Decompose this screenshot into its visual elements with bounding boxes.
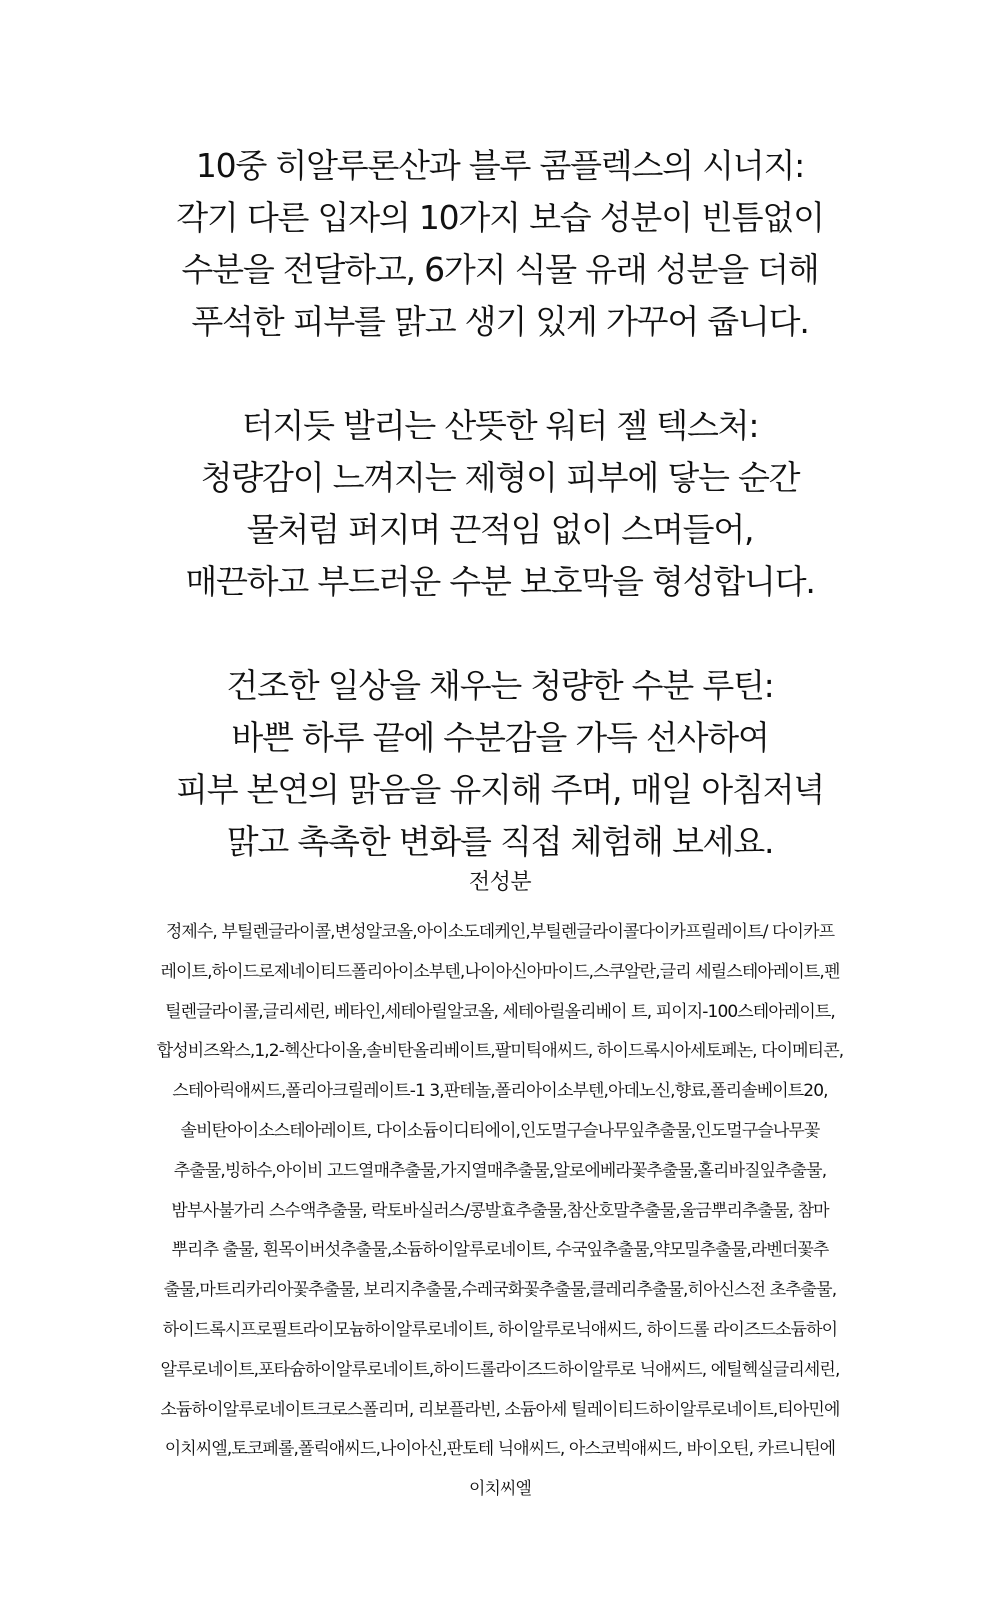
ingredients-line: 스테아릭애씨드,폴리아크릴레이트-1 3,판테놀,폴리아이소부텐,아데노신,향료,폴리솔베이트20,: [172, 1081, 828, 1102]
ingredients-line: 하이드록시프로필트라이모늄하이알루로네이트, 하이알루로닉애씨드, 하이드롤 라이즈드소듐하이: [162, 1319, 838, 1340]
ingredients-title: 전성분: [468, 870, 532, 895]
ingredients-line: 밤부사불가리 스수액추출물, 락토바실러스/콩발효추출물,참산호말추출물,울금뿌리추출물, 참마: [171, 1200, 829, 1221]
ingredients-line: 출물,마트리카리아꽃추출물, 보리지추출물,수레국화꽃추출물,클레리추출물,히아신스전 초추출물,: [163, 1280, 837, 1301]
ingredients-line: 정제수, 부틸렌글라이콜,변성알코올,아이소도데케인,부틸렌글라이콜다이카프릴레이트/ 다이카프: [165, 922, 835, 942]
description-paragraph-routine: [0, 660, 1000, 868]
ingredients-section: [0, 868, 1000, 1510]
product-description: [0, 140, 1000, 868]
ingredients-line: 솔비탄아이소스테아레이트, 다이소듐이디티에이,인도멀구슬나무잎추출물,인도멀구슬나무꽃: [180, 1120, 820, 1141]
ingredients-line: 소듐하이알루로네이트크로스폴리머, 리보플라빈, 소듐아세 틸레이티드하이알루로네이트,티아민에: [160, 1399, 840, 1420]
description-line: 피부 본연의 맑음을 유지해 주며, 매일 아침저녁: [176, 770, 824, 809]
description-line: 10중 히알루론산과 블루 콤플렉스의 시너지:: [195, 146, 805, 185]
ingredients-line: 레이트,하이드로제네이티드폴리아이소부텐,나이아신아마이드,스쿠알란,글리 세릴스테아레이트,펜: [160, 961, 840, 982]
ingredients-line: 추출물,빙하수,아이비 고드열매추출물,가지열매추출물,알로에베라꽃추출물,홀리바질잎추출물,: [173, 1160, 827, 1181]
description-paragraph-texture: [0, 400, 1000, 608]
description-line: 각기 다른 입자의 10가지 보습 성분이 빈틈없이: [176, 198, 824, 237]
description-line: 푸석한 피부를 맑고 생기 있게 가꾸어 줍니다.: [191, 302, 809, 341]
ingredients-line: 틸렌글라이콜,글리세린, 베타인,세테아릴알코올, 세테아릴올리베이 트, 피이지-100스테아레이트,: [165, 1001, 835, 1022]
description-line: 맑고 촉촉한 변화를 직접 체험해 보세요.: [226, 822, 774, 861]
ingredients-line: 이치씨엘,토코페롤,폴릭애씨드,나이아신,판토테 닉애씨드, 아스코빅애씨드, 바이오틴, 카르니틴에: [164, 1439, 836, 1460]
description-line: 물처럼 퍼지며 끈적임 없이 스며들어,: [246, 510, 754, 549]
ingredients-line: 합성비즈왁스,1,2-헥산다이올,솔비탄올리베이트,팔미틱애씨드, 하이드록시아세토페논, 다이메티콘,: [156, 1041, 844, 1062]
ingredients-line: 알루로네이트,포타슘하이알루로네이트,하이드롤라이즈드하이알루로 닉애씨드, 에틸헥실글리세린,: [160, 1359, 840, 1380]
description-line: 터지듯 발리는 산뜻한 워터 젤 텍스처:: [241, 406, 759, 445]
description-paragraph-hyaluronic: [0, 140, 1000, 348]
description-line: 건조한 일상을 채우는 청량한 수분 루틴:: [226, 666, 774, 705]
description-line: 수분을 전달하고, 6가지 식물 유래 성분을 더해: [181, 250, 819, 289]
ingredients-line: 이치씨엘: [468, 1479, 532, 1500]
description-line: 바쁜 하루 끝에 수분감을 가득 선사하여: [231, 718, 769, 757]
description-line: 매끈하고 부드러운 수분 보호막을 형성합니다.: [185, 562, 815, 601]
description-line: 청량감이 느껴지는 제형이 피부에 닿는 순간: [200, 458, 800, 497]
ingredients-line: 뿌리추 출물, 흰목이버섯추출물,소듐하이알루로네이트, 수국잎추출물,약모밀추출물,라벤더꽃추: [171, 1240, 829, 1261]
